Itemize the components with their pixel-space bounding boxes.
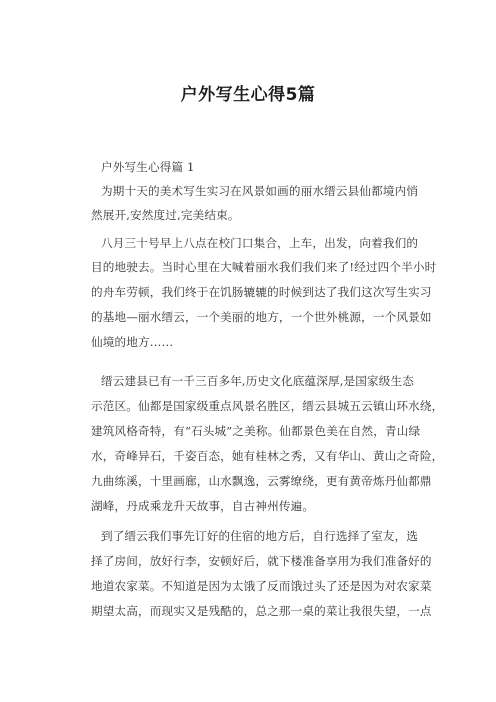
paragraph-line: 期望太高，而现实又是残酷的，总之那一桌的菜让我很失望，一点 [91, 604, 432, 618]
paragraph-line: 示范区。仙都是国家级重点风景名胜区，缙云县城五云镇山环水绕， [91, 399, 444, 413]
paragraph-line: 的基地—丽水缙云，一个美丽的地方，一个世外桃源，一个风景如 [91, 310, 432, 324]
paragraph-line: 仙境的地方…… [91, 335, 174, 349]
paragraph-line: 择了房间，放好行李，安顿好后，就下楼准备享用为我们准备好的 [91, 554, 432, 568]
paragraph-line: 然展开,安然度过,完美结束。 [91, 208, 240, 222]
paragraph-line: 地道农家菜。不知道是因为太饿了反而饿过头了还是因为对农家菜 [91, 579, 432, 593]
paragraph-line: 建筑风格奇特，有“石头城”之美称。仙都景色美在自然，青山绿 [91, 424, 421, 438]
document-title: 户外写生心得5篇 [180, 85, 316, 105]
paragraph-line: 缙云建县已有一千三百多年,历史文化底蕴深厚,是国家级生态 [101, 374, 415, 388]
paragraph-line: 到了缙云我们事先订好的住宿的地方后，自行选择了室友，选 [101, 529, 419, 543]
paragraph-line: 水，奇峰异石，千姿百态，她有桂林之秀，又有华山、黄山之奇险， [91, 449, 444, 463]
paragraph-line: 湖峰，丹成乘龙升天故事，自古神州传遍。 [91, 499, 315, 513]
paragraph-line: 的舟车劳顿，我们终于在饥肠辘辘的时候到达了我们这次写生实习 [91, 285, 432, 299]
paragraph-line: 九曲练溪，十里画廊，山水飘逸，云雾缭绕，更有黄帝炼丹仙都鼎 [91, 474, 432, 488]
section-heading: 户外写生心得篇 1 [101, 160, 195, 174]
paragraph-line: 为期十天的美术写生实习在风景如画的丽水缙云县仙都境内悄 [101, 184, 419, 198]
paragraph-line: 八月三十号早上八点在校门口集合，上车，出发，向着我们的 [101, 236, 419, 250]
paragraph-line: 目的地驶去。当时心里在大喊着丽水我们我们来了!经过四个半小时 [91, 260, 437, 274]
